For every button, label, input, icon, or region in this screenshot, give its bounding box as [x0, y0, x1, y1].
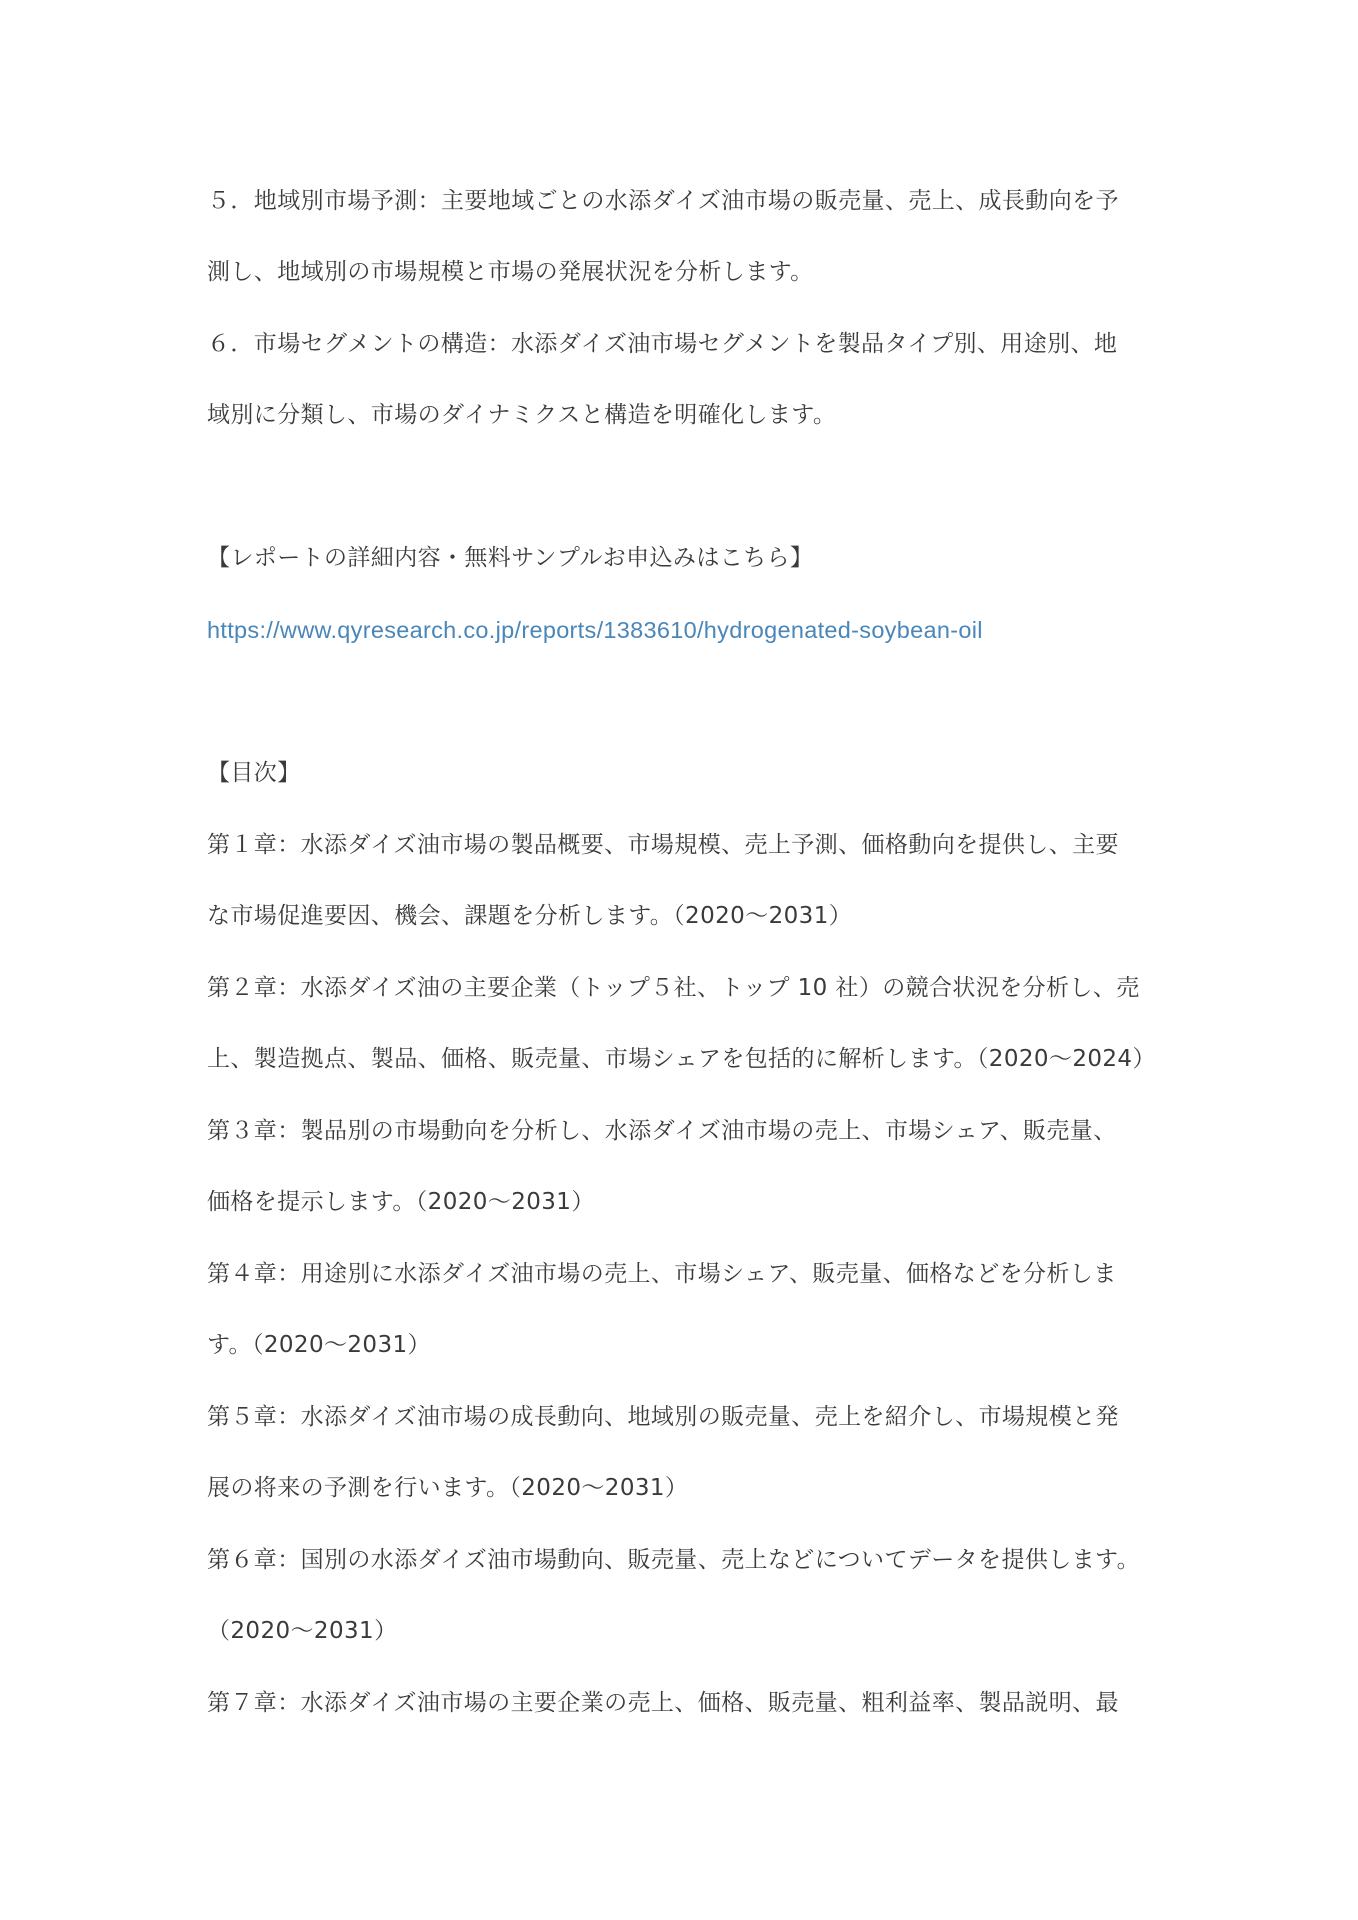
toc-ch6-line2: （2020～2031） [207, 1618, 398, 1644]
toc-ch2-line1: 第２章：水添ダイズ油の主要企業（トップ５社、トップ 10 社）の競合状況を分析し、売 [207, 975, 1140, 1001]
report-link[interactable]: https://www.qyresearch.co.jp/reports/1383610/hydrogenated-soybean-oil [207, 617, 983, 643]
toc-ch6-line1: 第６章：国別の水添ダイズ油市場動向、販売量、売上などについてデータを提供します。 [207, 1547, 1141, 1573]
toc-ch7-line1: 第７章：水添ダイズ油市場の主要企業の売上、価格、販売量、粗利益率、製品説明、最 [207, 1690, 1119, 1716]
toc-ch3-line2: 価格を提示します。（2020～2031） [207, 1189, 595, 1215]
item5-line2: 測し、地域別の市場規模と市場の発展状況を分析します。 [207, 259, 814, 285]
report-heading: 【レポートの詳細内容・無料サンプルお申込みはこちら】 [207, 545, 814, 571]
item6-line1: ６．市場セグメントの構造：水添ダイズ油市場セグメントを製品タイプ別、用途別、地 [207, 331, 1118, 357]
toc-ch4-line1: 第４章：用途別に水添ダイズ油市場の売上、市場シェア、販売量、価格などを分析しま [207, 1261, 1117, 1287]
toc-ch1-line1: 第１章：水添ダイズ油市場の製品概要、市場規模、売上予測、価格動向を提供し、主要 [207, 832, 1119, 858]
toc-ch4-line2: す。（2020～2031） [207, 1332, 431, 1358]
toc-ch3-line1: 第３章：製品別の市場動向を分析し、水添ダイズ油市場の売上、市場シェア、販売量、 [207, 1118, 1117, 1144]
item6-line2: 域別に分類し、市場のダイナミクスと構造を明確化します。 [207, 402, 837, 428]
toc-ch5-line1: 第５章：水添ダイズ油市場の成長動向、地域別の販売量、売上を紹介し、市場規模と発 [207, 1404, 1119, 1430]
toc-ch1-line2: な市場促進要因、機会、課題を分析します。（2020～2031） [207, 903, 853, 929]
toc-ch2-line2: 上、製造拠点、製品、価格、販売量、市場シェアを包括的に解析します。（2020～2024） [207, 1046, 1156, 1072]
toc-heading: 【目次】 [207, 760, 301, 786]
item5-line1: ５．地域別市場予測：主要地域ごとの水添ダイズ油市場の販売量、売上、成長動向を予 [207, 188, 1119, 214]
toc-ch5-line2: 展の将来の予測を行います。（2020～2031） [207, 1475, 689, 1501]
